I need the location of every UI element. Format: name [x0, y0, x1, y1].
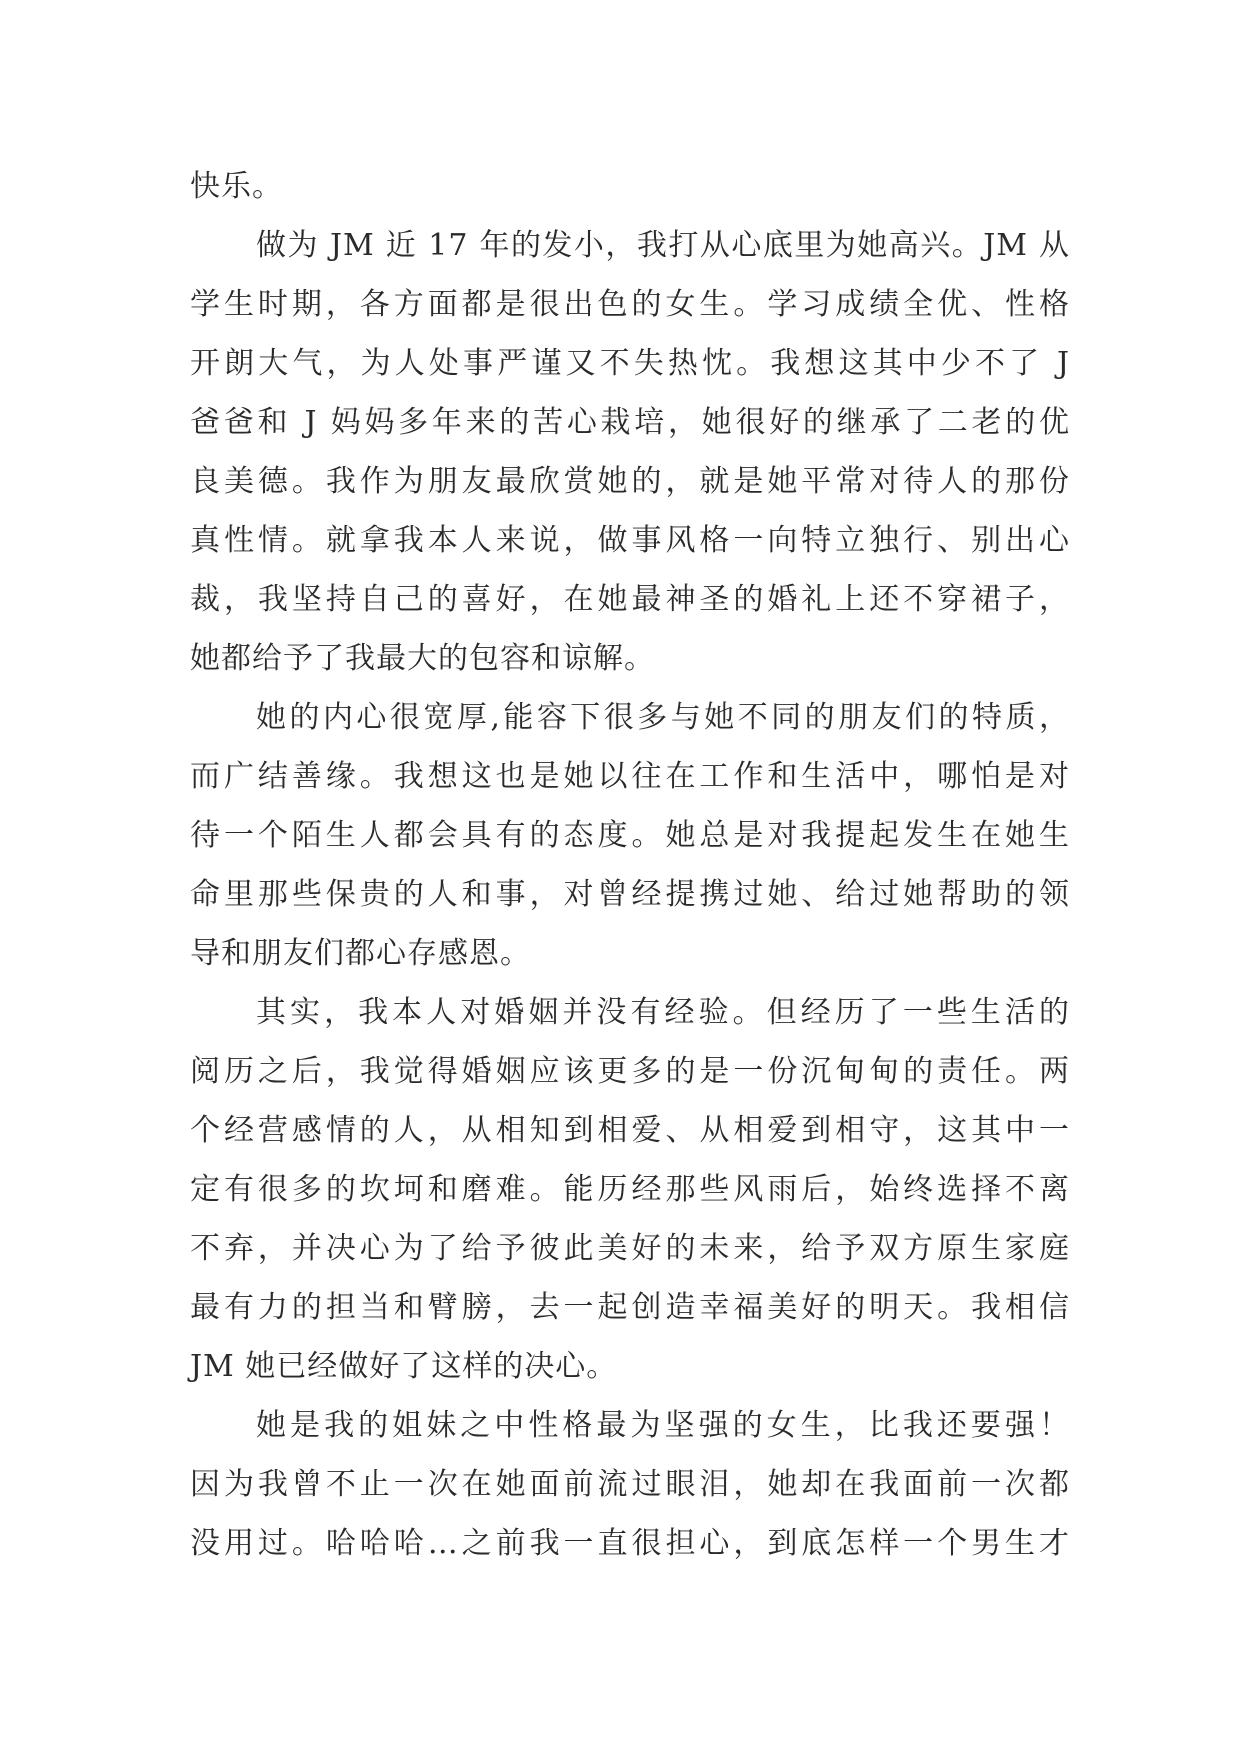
text-line: 命里那些保贵的人和事，对曾经提携过她、给过她帮助的领	[190, 877, 1070, 912]
text-line: 她是我的姐妹之中性格最为坚强的女生，比我还要强！	[256, 1408, 1070, 1443]
paragraph	[190, 983, 1070, 1396]
text-line: 其实，我本人对婚姻并没有经验。但经历了一些生活的	[256, 995, 1070, 1030]
text-line: 她都给予了我最大的包容和谅解。	[190, 641, 655, 676]
text-line: 开朗大气，为人处事严谨又不失热忱。我想这其中少不了 J	[190, 346, 1070, 381]
text-line: 没用过。哈哈哈…之前我一直很担心，到底怎样一个男生才	[190, 1526, 1070, 1561]
paragraph	[190, 1396, 1070, 1573]
text-line: 个经营感情的人，从相知到相爱、从相爱到相守，这其中一	[190, 1113, 1070, 1148]
text-line: 她的内心很宽厚,能容下很多与她不同的朋友们的特质，	[256, 700, 1070, 735]
paragraph	[190, 157, 1070, 216]
text-line: 爸爸和 J 妈妈多年来的苦心栽培，她很好的继承了二老的优	[190, 405, 1070, 440]
text-line: 良美德。我作为朋友最欣赏她的，就是她平常对待人的那份	[190, 464, 1070, 499]
text-line: 学生时期，各方面都是很出色的女生。学习成绩全优、性格	[190, 287, 1070, 322]
text-line: 做为 JM 近 17 年的发小，我打从心底里为她高兴。JM 从	[256, 228, 1070, 263]
paragraph	[190, 216, 1070, 688]
document-body	[190, 157, 1070, 1573]
paragraph	[190, 688, 1070, 983]
text-line: JM 她已经做好了这样的决心。	[190, 1349, 618, 1384]
text-line: 快乐。	[190, 169, 283, 204]
text-line: 不弃，并决心为了给予彼此美好的未来，给予双方原生家庭	[190, 1231, 1070, 1266]
text-line: 待一个陌生人都会具有的态度。她总是对我提起发生在她生	[190, 818, 1070, 853]
text-line: 定有很多的坎坷和磨难。能历经那些风雨后，始终选择不离	[190, 1172, 1070, 1207]
text-line: 阅历之后，我觉得婚姻应该更多的是一份沉甸甸的责任。两	[190, 1054, 1070, 1089]
text-line: 裁，我坚持自己的喜好，在她最神圣的婚礼上还不穿裙子，	[190, 582, 1070, 617]
text-line: 而广结善缘。我想这也是她以往在工作和生活中，哪怕是对	[190, 759, 1070, 794]
text-line: 最有力的担当和臂膀，去一起创造幸福美好的明天。我相信	[190, 1290, 1070, 1325]
text-line: 导和朋友们都心存感恩。	[190, 936, 531, 971]
text-line: 真性情。就拿我本人来说，做事风格一向特立独行、别出心	[190, 523, 1070, 558]
text-line: 因为我曾不止一次在她面前流过眼泪，她却在我面前一次都	[190, 1467, 1070, 1502]
